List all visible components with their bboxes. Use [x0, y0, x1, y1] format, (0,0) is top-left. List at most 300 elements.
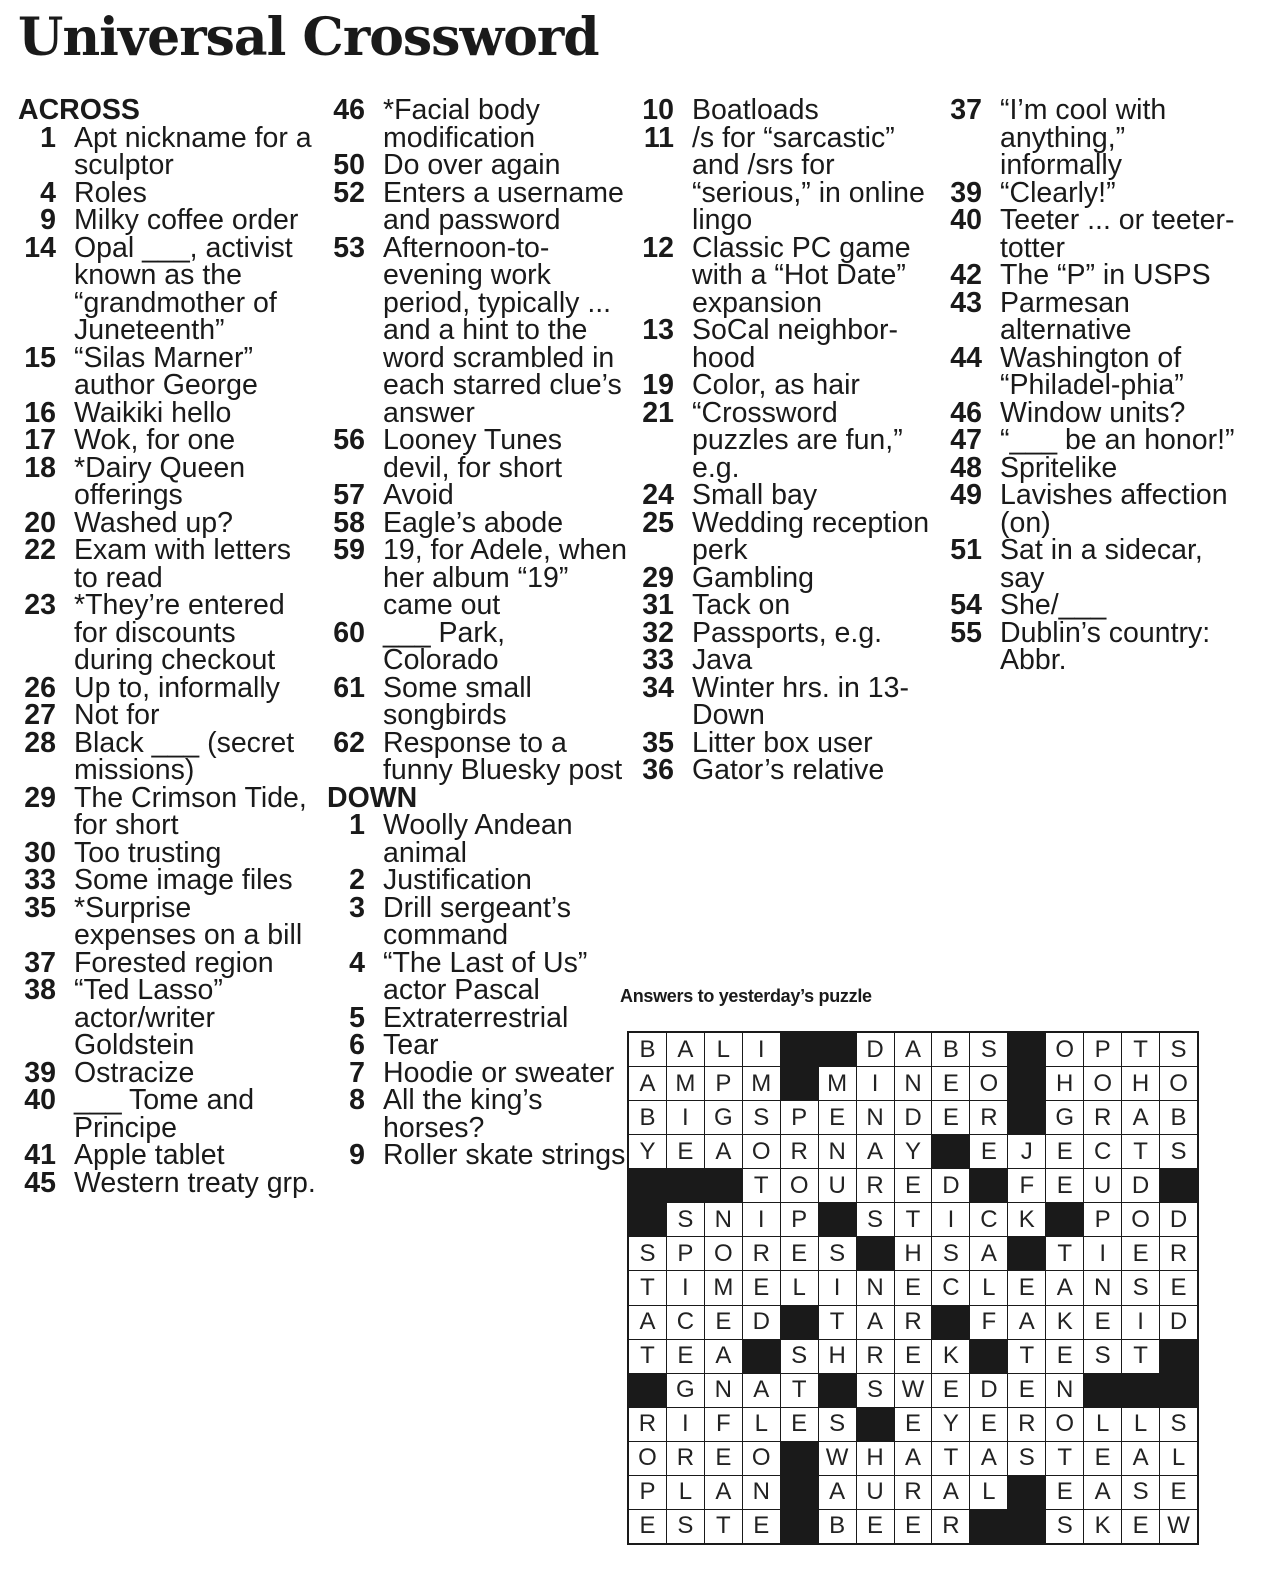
clue-text: Tack on: [692, 589, 791, 621]
grid-cell: E: [1046, 1476, 1083, 1509]
grid-cell: B: [932, 1033, 969, 1066]
clue-text: Up to, informally: [74, 671, 280, 704]
grid-cell: L: [1084, 1408, 1121, 1441]
clue-number: 58: [333, 506, 365, 539]
grid-cell: A: [667, 1033, 704, 1066]
grid-cell: O: [705, 1237, 742, 1270]
grid-cell: S: [1160, 1135, 1197, 1168]
grid-cell: I: [1122, 1306, 1159, 1339]
clue-item: [636, 314, 936, 374]
grid-cell: A: [1122, 1101, 1159, 1134]
grid-cell: I: [819, 1271, 856, 1304]
clue-number: 47: [950, 424, 982, 456]
clue-number: 48: [950, 451, 982, 484]
grid-cell: I: [667, 1271, 704, 1304]
clue-number: 14: [24, 231, 56, 264]
grid-cell: A: [857, 1135, 894, 1168]
grid-cell: L: [970, 1271, 1007, 1304]
clue-number: 1: [40, 121, 56, 154]
clue-item: [327, 94, 627, 154]
grid-cell: E: [1046, 1169, 1083, 1202]
clue-item: [636, 231, 936, 319]
clue-text: *Dairy Queen offerings: [74, 451, 246, 511]
grid-cell: L: [743, 1408, 780, 1441]
clue-item: [327, 726, 627, 786]
clue-number: 39: [24, 1056, 56, 1089]
grid-cell: R: [667, 1442, 704, 1475]
clue-number: 22: [24, 534, 56, 566]
black-square: [970, 1340, 1007, 1373]
grid-cell: D: [970, 1374, 1007, 1407]
grid-cell: U: [1084, 1169, 1121, 1202]
grid-cell: E: [629, 1510, 666, 1543]
grid-cell: P: [1084, 1033, 1121, 1066]
clue-text: Dublin’s country: Abbr.: [1000, 616, 1211, 676]
clue-text: Teeter ... or teeter-totter: [1000, 204, 1235, 264]
grid-cell: T: [1122, 1033, 1159, 1066]
grid-cell: E: [667, 1135, 704, 1168]
clue-text: *Facial body modification: [383, 94, 540, 154]
black-square: [743, 1340, 780, 1373]
clue-number: 40: [24, 1084, 56, 1116]
grid-cell: E: [970, 1135, 1007, 1168]
clue-text: Afternoon-to-evening work period, typically ... and a hint to the word scrambled in each starred clue’s answer: [383, 231, 622, 429]
grid-cell: E: [1046, 1135, 1083, 1168]
clue-item: [327, 534, 628, 621]
clue-item: [327, 149, 627, 181]
grid-cell: D: [1160, 1203, 1197, 1236]
clue-number: 23: [24, 589, 56, 621]
clue-text: Milky coffee order: [74, 204, 299, 236]
clue-number: 21: [642, 396, 674, 429]
clue-number: 12: [642, 231, 674, 264]
grid-cell: E: [667, 1340, 704, 1373]
grid-cell: S: [1122, 1271, 1159, 1304]
grid-cell: R: [932, 1510, 969, 1543]
grid-cell: T: [629, 1340, 666, 1373]
clue-number: 29: [642, 561, 674, 594]
clue-number: 8: [349, 1084, 365, 1116]
grid-cell: E: [895, 1510, 932, 1543]
clue-item: [18, 534, 318, 594]
grid-cell: P: [705, 1067, 742, 1100]
clue-number: 38: [24, 974, 56, 1006]
clue-number: 4: [40, 176, 56, 209]
black-square: [781, 1510, 818, 1543]
clue-text: Exam with letters to read: [74, 534, 291, 594]
clue-number: 57: [333, 479, 365, 511]
clue-item: [327, 809, 627, 869]
clue-text: Wedding reception perk: [692, 506, 930, 566]
grid-cell: S: [629, 1237, 666, 1270]
grid-cell: M: [705, 1271, 742, 1304]
clue-number: 18: [24, 451, 56, 484]
grid-cell: T: [629, 1271, 666, 1304]
grid-cell: O: [743, 1135, 780, 1168]
clue-text: Parmesan alternative: [1000, 286, 1132, 346]
clue-text: Apple tablet: [74, 1139, 225, 1171]
grid-cell: E: [857, 1510, 894, 1543]
clue-item: [944, 424, 1244, 456]
black-square: [1084, 1374, 1121, 1407]
clue-number: 36: [642, 754, 674, 786]
clue-text: Some small songbirds: [383, 671, 532, 731]
grid-cell: P: [781, 1203, 818, 1236]
black-square: [629, 1169, 666, 1202]
clue-item: [18, 204, 318, 236]
clue-text: Roles: [74, 176, 147, 209]
clue-text: Eagle’s abode: [383, 506, 564, 539]
clue-text: Justification: [383, 864, 532, 896]
clue-item: [327, 176, 627, 236]
grid-cell: N: [857, 1101, 894, 1134]
clue-text: Window units?: [1000, 396, 1186, 429]
grid-cell: R: [857, 1340, 894, 1373]
grid-cell: I: [667, 1101, 704, 1134]
grid-cell: W: [819, 1442, 856, 1475]
grid-cell: T: [1008, 1340, 1045, 1373]
clue-item: [18, 396, 318, 429]
clue-text: Extraterrestrial: [383, 1001, 569, 1034]
clue-item: [636, 644, 936, 676]
grid-cell: O: [1046, 1408, 1083, 1441]
clue-number: 11: [643, 121, 674, 154]
clue-item: [327, 231, 627, 429]
grid-cell: S: [667, 1203, 704, 1236]
grid-cell: S: [781, 1340, 818, 1373]
clue-number: 56: [333, 424, 365, 456]
black-square: [781, 1476, 818, 1509]
grid-cell: R: [781, 1135, 818, 1168]
clue-number: 42: [950, 259, 982, 291]
clue-number: 7: [349, 1056, 365, 1089]
clue-item: [636, 94, 936, 126]
clue-number: 17: [24, 424, 56, 456]
grid-cell: E: [932, 1067, 969, 1100]
clue-number: 35: [642, 726, 674, 759]
grid-cell: T: [743, 1169, 780, 1202]
clue-item: [327, 864, 627, 896]
grid-cell: M: [743, 1067, 780, 1100]
clue-text: Java: [692, 644, 753, 676]
grid-cell: A: [629, 1067, 666, 1100]
clue-number: 46: [333, 94, 365, 126]
grid-cell: H: [819, 1340, 856, 1373]
clue-item: [327, 671, 627, 731]
grid-cell: A: [705, 1135, 742, 1168]
clue-text: Tear: [383, 1029, 439, 1061]
clue-text: Boatloads: [692, 94, 819, 126]
grid-cell: S: [1160, 1408, 1197, 1441]
grid-cell: W: [1160, 1510, 1197, 1543]
clue-item: [327, 616, 627, 676]
clue-text: Avoid: [383, 479, 454, 511]
grid-cell: A: [819, 1476, 856, 1509]
grid-cell: H: [1046, 1067, 1083, 1100]
black-square: [667, 1169, 704, 1202]
grid-cell: G: [667, 1374, 704, 1407]
clue-text: Apt nickname for a sculptor: [74, 121, 312, 181]
clue-item: [18, 891, 318, 951]
clue-item: [18, 121, 318, 181]
clue-number: 40: [950, 204, 982, 236]
black-square: [1160, 1340, 1197, 1373]
clue-item: [18, 671, 318, 704]
grid-cell: N: [743, 1476, 780, 1509]
clue-text: Not for: [74, 699, 160, 731]
clue-text: Gator’s relative: [692, 754, 885, 786]
clue-item: [636, 589, 936, 621]
grid-cell: E: [1122, 1237, 1159, 1270]
grid-cell: G: [1046, 1101, 1083, 1134]
clue-item: [944, 479, 1244, 539]
clue-item: [18, 424, 318, 456]
grid-cell: A: [743, 1374, 780, 1407]
black-square: [1008, 1033, 1045, 1066]
grid-cell: H: [895, 1237, 932, 1270]
clue-number: 45: [24, 1166, 56, 1199]
black-square: [1008, 1101, 1045, 1134]
grid-cell: A: [932, 1476, 969, 1509]
black-square: [1046, 1203, 1083, 1236]
clue-number: 19: [642, 369, 674, 401]
grid-cell: S: [743, 1101, 780, 1134]
grid-cell: R: [1084, 1101, 1121, 1134]
clue-item: [18, 1166, 318, 1199]
grid-cell: D: [1160, 1306, 1197, 1339]
clue-number: 33: [24, 864, 56, 896]
grid-cell: E: [970, 1408, 1007, 1441]
grid-cell: I: [743, 1033, 780, 1066]
grid-cell: L: [1122, 1408, 1159, 1441]
clue-text: 19, for Adele, when her album “19” came out: [383, 534, 628, 621]
clue-number: 49: [950, 479, 982, 511]
grid-cell: C: [667, 1306, 704, 1339]
grid-cell: S: [932, 1237, 969, 1270]
clue-item: [327, 479, 627, 511]
clue-number: 34: [642, 671, 674, 704]
grid-cell: D: [895, 1101, 932, 1134]
clue-text: Waikiki hello: [74, 396, 232, 429]
clue-number: 43: [950, 286, 982, 319]
black-square: [1008, 1476, 1045, 1509]
clue-item: [944, 259, 1244, 291]
grid-cell: N: [1046, 1374, 1083, 1407]
grid-cell: A: [1084, 1476, 1121, 1509]
clue-text: Wok, for one: [74, 424, 236, 456]
grid-cell: L: [667, 1476, 704, 1509]
grid-cell: E: [705, 1442, 742, 1475]
grid-cell: E: [781, 1408, 818, 1441]
clue-item: [327, 424, 627, 484]
black-square: [1122, 1374, 1159, 1407]
clue-text: ___ Park, Colorado: [383, 616, 505, 676]
clue-number: 60: [333, 616, 365, 649]
grid-cell: D: [857, 1033, 894, 1066]
grid-cell: S: [1046, 1510, 1083, 1543]
grid-cell: S: [970, 1033, 1007, 1066]
grid-cell: O: [970, 1067, 1007, 1100]
clue-column-3: [636, 94, 936, 786]
clue-number: 16: [24, 396, 56, 429]
clue-number: 35: [24, 891, 56, 924]
black-square: [1160, 1169, 1197, 1202]
black-square: [970, 1169, 1007, 1202]
clue-text: The “P” in USPS: [1000, 259, 1211, 291]
black-square: [705, 1169, 742, 1202]
grid-cell: Y: [895, 1135, 932, 1168]
clue-item: [327, 1001, 627, 1034]
clue-item: [636, 561, 936, 594]
clue-item: [18, 726, 318, 786]
page-title: Universal Crossword: [18, 7, 599, 68]
clue-text: “___ be an honor!”: [1000, 424, 1235, 456]
clue-text: Forested region: [74, 946, 274, 979]
clue-item: [18, 781, 318, 841]
clue-number: 15: [24, 341, 56, 374]
grid-cell: A: [895, 1442, 932, 1475]
clue-number: 27: [24, 699, 56, 731]
clue-item: [327, 891, 627, 951]
grid-cell: E: [1008, 1374, 1045, 1407]
grid-cell: C: [932, 1271, 969, 1304]
clue-text: The Crimson Tide, for short: [74, 781, 307, 841]
clue-text: Color, as hair: [692, 369, 860, 401]
grid-cell: O: [629, 1442, 666, 1475]
grid-cell: R: [1008, 1408, 1045, 1441]
clue-item: [18, 341, 318, 401]
grid-cell: E: [1122, 1510, 1159, 1543]
clue-text: “Silas Marner” author George: [74, 341, 258, 401]
grid-cell: F: [1008, 1169, 1045, 1202]
clue-item: [636, 369, 936, 401]
grid-cell: T: [932, 1442, 969, 1475]
grid-cell: E: [1084, 1306, 1121, 1339]
black-square: [857, 1408, 894, 1441]
grid-cell: E: [1160, 1476, 1197, 1509]
clue-number: 25: [642, 506, 674, 539]
black-square: [781, 1033, 818, 1066]
clue-text: All the king’s horses?: [383, 1084, 543, 1144]
clue-item: [944, 94, 1244, 181]
grid-cell: E: [895, 1340, 932, 1373]
grid-cell: E: [1046, 1340, 1083, 1373]
grid-cell: T: [819, 1306, 856, 1339]
clue-number: 29: [24, 781, 56, 814]
clue-text: *They’re entered for discounts during checkout: [74, 589, 285, 676]
grid-cell: A: [970, 1442, 1007, 1475]
clue-item: [327, 1139, 627, 1171]
clue-number: 52: [333, 176, 365, 209]
grid-cell: E: [1008, 1271, 1045, 1304]
clue-number: 9: [349, 1139, 365, 1171]
clue-item: [327, 1056, 627, 1089]
grid-cell: J: [1008, 1135, 1045, 1168]
grid-cell: B: [1160, 1101, 1197, 1134]
clue-text: “Crossword puzzles are fun,” e.g.: [692, 396, 903, 484]
grid-cell: P: [781, 1101, 818, 1134]
clue-item: [636, 671, 936, 731]
clue-item: [18, 1139, 318, 1171]
grid-cell: L: [970, 1476, 1007, 1509]
grid-cell: D: [932, 1169, 969, 1202]
grid-cell: Y: [629, 1135, 666, 1168]
clue-item: [944, 589, 1244, 621]
clue-text: Looney Tunes devil, for short: [383, 424, 563, 484]
answer-grid: [627, 1031, 1199, 1545]
clue-item: [18, 946, 318, 979]
clue-text: Winter hrs. in 13-Down: [692, 671, 909, 731]
grid-cell: F: [970, 1306, 1007, 1339]
clue-number: 26: [24, 671, 56, 704]
grid-cell: N: [895, 1067, 932, 1100]
grid-cell: K: [1046, 1306, 1083, 1339]
clue-item: [18, 1056, 318, 1089]
clue-number: 33: [642, 644, 674, 676]
clue-number: 30: [24, 836, 56, 869]
black-square: [970, 1510, 1007, 1543]
clue-column-2: [327, 94, 628, 1171]
grid-cell: D: [1122, 1169, 1159, 1202]
clue-text: Ostracize: [74, 1056, 195, 1089]
grid-cell: S: [1084, 1340, 1121, 1373]
black-square: [781, 1067, 818, 1100]
clue-number: 61: [333, 671, 365, 704]
black-square: [819, 1203, 856, 1236]
clue-text: Washed up?: [74, 506, 233, 539]
clue-column-4: [944, 94, 1244, 676]
clue-text: Do over again: [383, 149, 561, 181]
grid-cell: A: [1046, 1271, 1083, 1304]
clue-number: 44: [950, 341, 982, 374]
grid-cell: O: [1046, 1033, 1083, 1066]
grid-cell: S: [1160, 1033, 1197, 1066]
grid-cell: S: [667, 1510, 704, 1543]
clue-number: 59: [333, 534, 365, 566]
black-square: [781, 1442, 818, 1475]
grid-cell: N: [1084, 1271, 1121, 1304]
grid-cell: B: [819, 1510, 856, 1543]
clue-number: 9: [40, 204, 56, 236]
grid-cell: I: [743, 1203, 780, 1236]
grid-cell: F: [705, 1408, 742, 1441]
grid-cell: I: [1084, 1237, 1121, 1270]
clue-item: [327, 1084, 627, 1144]
grid-cell: R: [629, 1408, 666, 1441]
clue-item: [636, 616, 936, 649]
grid-cell: T: [1046, 1442, 1083, 1475]
grid-cell: D: [743, 1306, 780, 1339]
clue-number: 32: [642, 616, 674, 649]
clue-item: [18, 231, 318, 346]
clue-item: [327, 1029, 627, 1061]
grid-cell: M: [667, 1067, 704, 1100]
clue-text: ___ Tome and Principe: [74, 1084, 255, 1144]
grid-cell: E: [895, 1169, 932, 1202]
clue-number: 62: [333, 726, 365, 759]
clue-text: Passports, e.g.: [692, 616, 883, 649]
grid-cell: N: [705, 1374, 742, 1407]
grid-cell: U: [819, 1169, 856, 1202]
clue-item: [18, 836, 318, 869]
clue-text: “Clearly!”: [1000, 176, 1116, 209]
grid-cell: S: [819, 1408, 856, 1441]
grid-cell: E: [932, 1101, 969, 1134]
clue-number: 6: [349, 1029, 365, 1061]
clue-item: [636, 754, 936, 786]
grid-cell: E: [743, 1271, 780, 1304]
grid-cell: T: [1046, 1237, 1083, 1270]
